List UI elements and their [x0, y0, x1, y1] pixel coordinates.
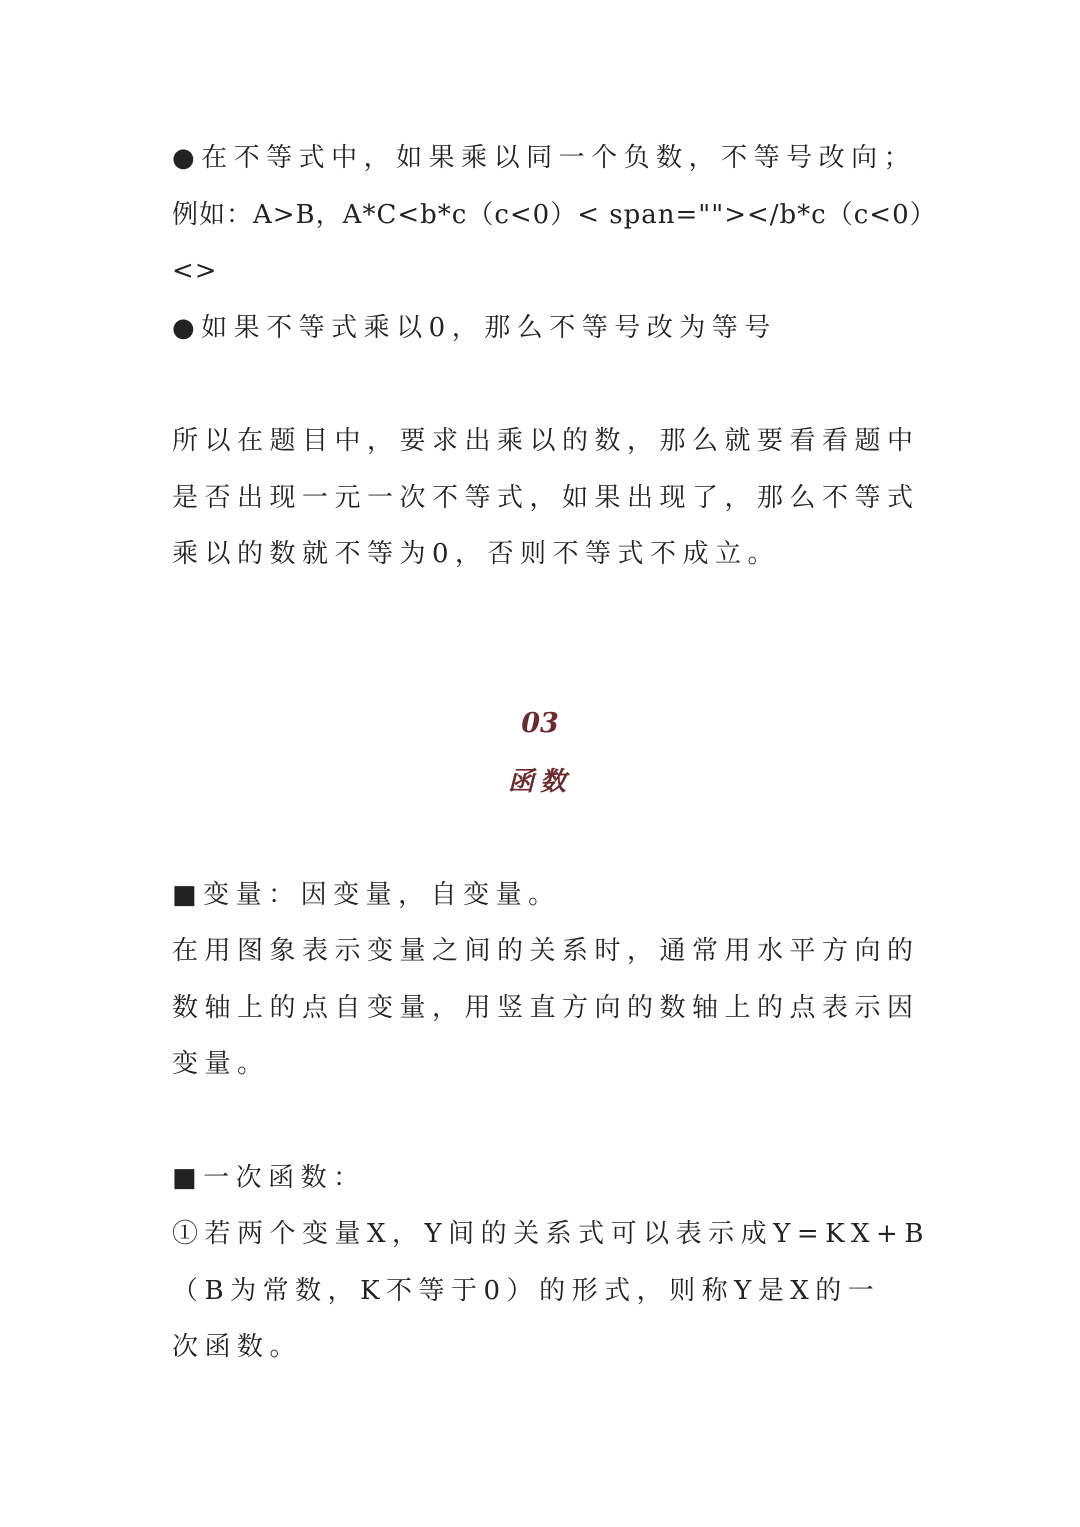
- inequality-bullet-1-line-1: ●在不等式中，如果乘以同一个负数，不等号改向；: [172, 143, 917, 173]
- linear-function-heading: ■一次函数：: [172, 1163, 366, 1193]
- variables-line-3: 变量。: [172, 1049, 270, 1079]
- inequality-paragraph-line-3: 乘以的数就不等为0，否则不等式不成立。: [172, 539, 781, 569]
- inequality-paragraph-line-2: 是否出现一元一次不等式，如果出现了，那么不等式: [172, 483, 920, 513]
- inequality-bullet-1-line-2: 例如：A>B，A*C<b*c（c<0）< span=""></b*c（c<0）: [172, 200, 937, 230]
- linear-function-line-3: 次函数。: [172, 1332, 303, 1362]
- inequality-bullet-2: ●如果不等式乘以0，那么不等号改为等号: [172, 313, 777, 343]
- section-number: 03: [521, 708, 559, 739]
- variables-line-2: 数轴上的点自变量，用竖直方向的数轴上的点表示因: [172, 993, 920, 1023]
- linear-function-line-1: ①若两个变量X，Y间的关系式可以表示成Y=KX+B: [172, 1219, 930, 1249]
- inequality-paragraph-line-1: 所以在题目中，要求出乘以的数，那么就要看看题中: [172, 426, 920, 456]
- section-title: 函数: [507, 767, 572, 797]
- linear-function-line-2: （B为常数，K不等于0）的形式，则称Y是X的一: [172, 1276, 881, 1306]
- variables-line-1: 在用图象表示变量之间的关系时，通常用水平方向的: [172, 936, 920, 966]
- variables-heading: ■变量：因变量，自变量。: [172, 880, 561, 910]
- inequality-bullet-1-line-3: <>: [172, 256, 218, 286]
